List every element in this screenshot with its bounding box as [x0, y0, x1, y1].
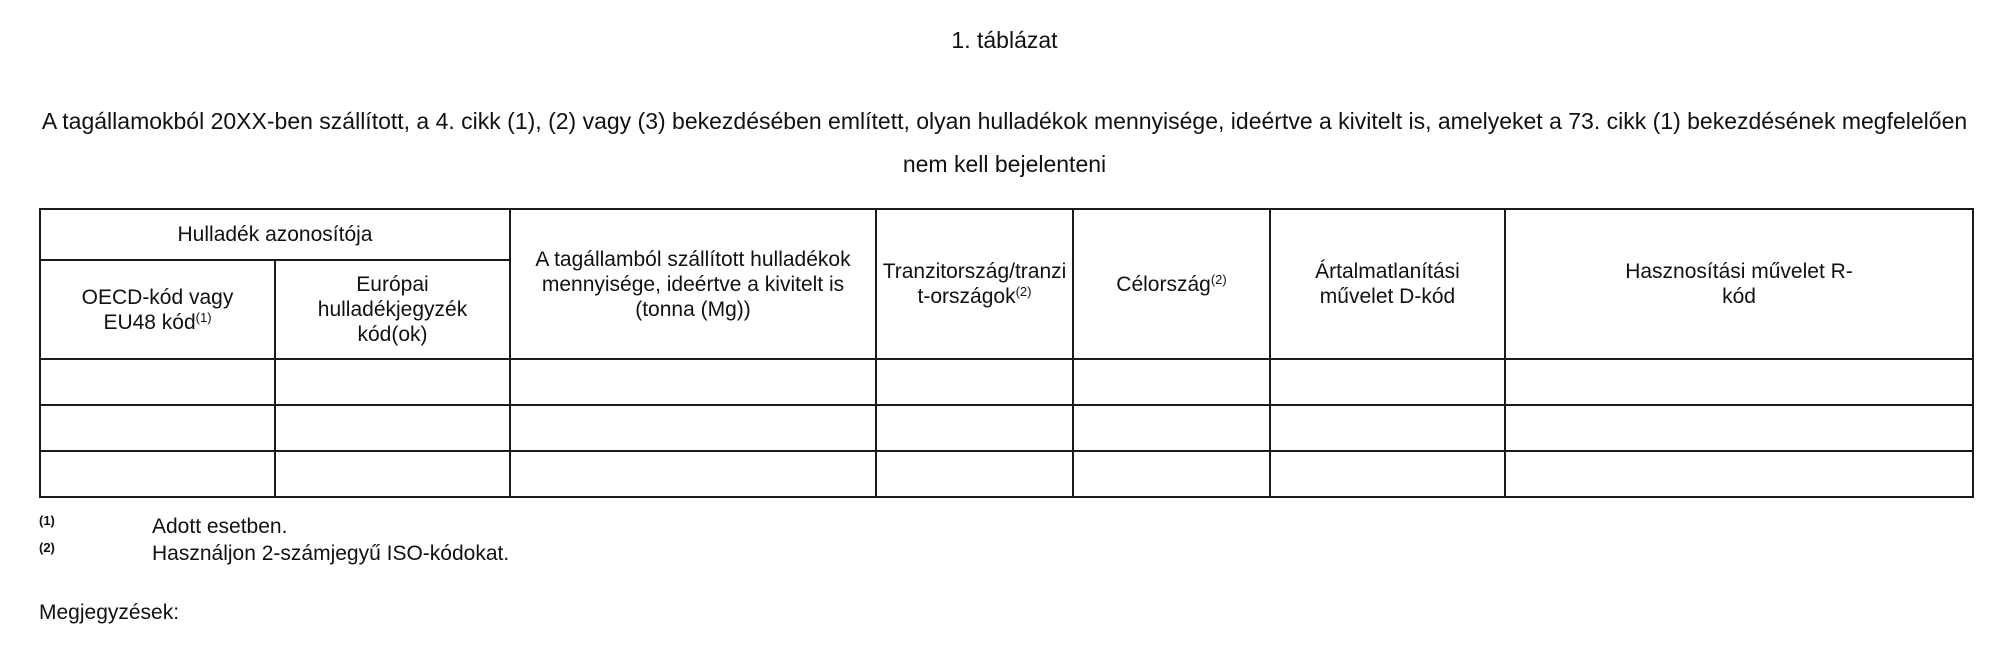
table-cell[interactable] [40, 359, 275, 405]
ewc-code-label: Európai hulladékjegyzék kód(ok) [317, 273, 468, 346]
table-row [40, 405, 1973, 451]
ewc-code-header [275, 260, 510, 359]
table-cell[interactable] [1270, 451, 1505, 497]
table-cell[interactable] [1270, 359, 1505, 405]
quantity-header [510, 209, 876, 359]
disposal-operation-header [1270, 209, 1505, 359]
table-cell[interactable] [1505, 405, 1973, 451]
table-cell[interactable] [40, 451, 275, 497]
table-row [40, 359, 1973, 405]
disposal-operation-label: Ártalmatlanítási művelet D-kód [1315, 260, 1460, 308]
table-cell[interactable] [876, 405, 1073, 451]
table-cell[interactable] [510, 451, 876, 497]
table-heading: A tagállamokból 20XX-ben szállított, a 4. cikk (1), (2) vagy (3) bekezdésében említett, olyan hulladékok mennyisége, ideértve a kivitelt is, amelyeket a 73. cikk (1) bekezdésének megfelelően nem kell bejelenteni [41, 108, 1968, 177]
footnote-text: Adott esetben. [152, 515, 288, 538]
footnote-ref-2: (2) [1210, 271, 1227, 287]
notes-label: Megjegyzések: [39, 601, 180, 624]
waste-identification-header: Hulladék azonosítója [40, 209, 510, 260]
table-cell[interactable] [876, 359, 1073, 405]
oecd-code-label: OECD-kód vagy EU48 kód [81, 285, 234, 334]
footnote-text: Használjon 2-számjegyű ISO-kódokat. [152, 542, 510, 565]
destination-country-header [1073, 209, 1270, 359]
destination-country-label: Célország [1116, 272, 1211, 296]
table-cell[interactable] [876, 451, 1073, 497]
footnote-mark: (1) [39, 513, 55, 528]
table-cell[interactable] [510, 359, 876, 405]
footnote-ref-1: (1) [195, 309, 212, 325]
oecd-code-header [40, 260, 275, 359]
recovery-operation-label: Hasznosítási művelet R-kód [1625, 260, 1853, 308]
transit-countries-header [876, 209, 1073, 359]
table-row [40, 451, 1973, 497]
footnote-mark: (2) [39, 540, 55, 555]
table-cell[interactable] [40, 405, 275, 451]
table-cell[interactable] [510, 405, 876, 451]
transit-countries-label: Tranzitország/tranzit-országok [882, 260, 1067, 308]
table-title: 1. táblázat [951, 27, 1058, 53]
table-cell[interactable] [1073, 405, 1270, 451]
table-cell[interactable] [1505, 451, 1973, 497]
table-cell[interactable] [275, 405, 510, 451]
footnote-ref-2: (2) [1015, 284, 1032, 299]
table-cell[interactable] [1270, 405, 1505, 451]
recovery-operation-header [1505, 209, 1973, 359]
quantity-header-label: A tagállamból szállított hulladékok mennyisége, ideértve a kivitelt is (tonna (Mg)) [535, 247, 851, 321]
table-cell[interactable] [275, 359, 510, 405]
table-cell[interactable] [1073, 359, 1270, 405]
table-cell[interactable] [1073, 451, 1270, 497]
table-cell[interactable] [1505, 359, 1973, 405]
waste-shipment-table [39, 208, 1974, 498]
table-cell[interactable] [275, 451, 510, 497]
header-row [40, 209, 1973, 260]
